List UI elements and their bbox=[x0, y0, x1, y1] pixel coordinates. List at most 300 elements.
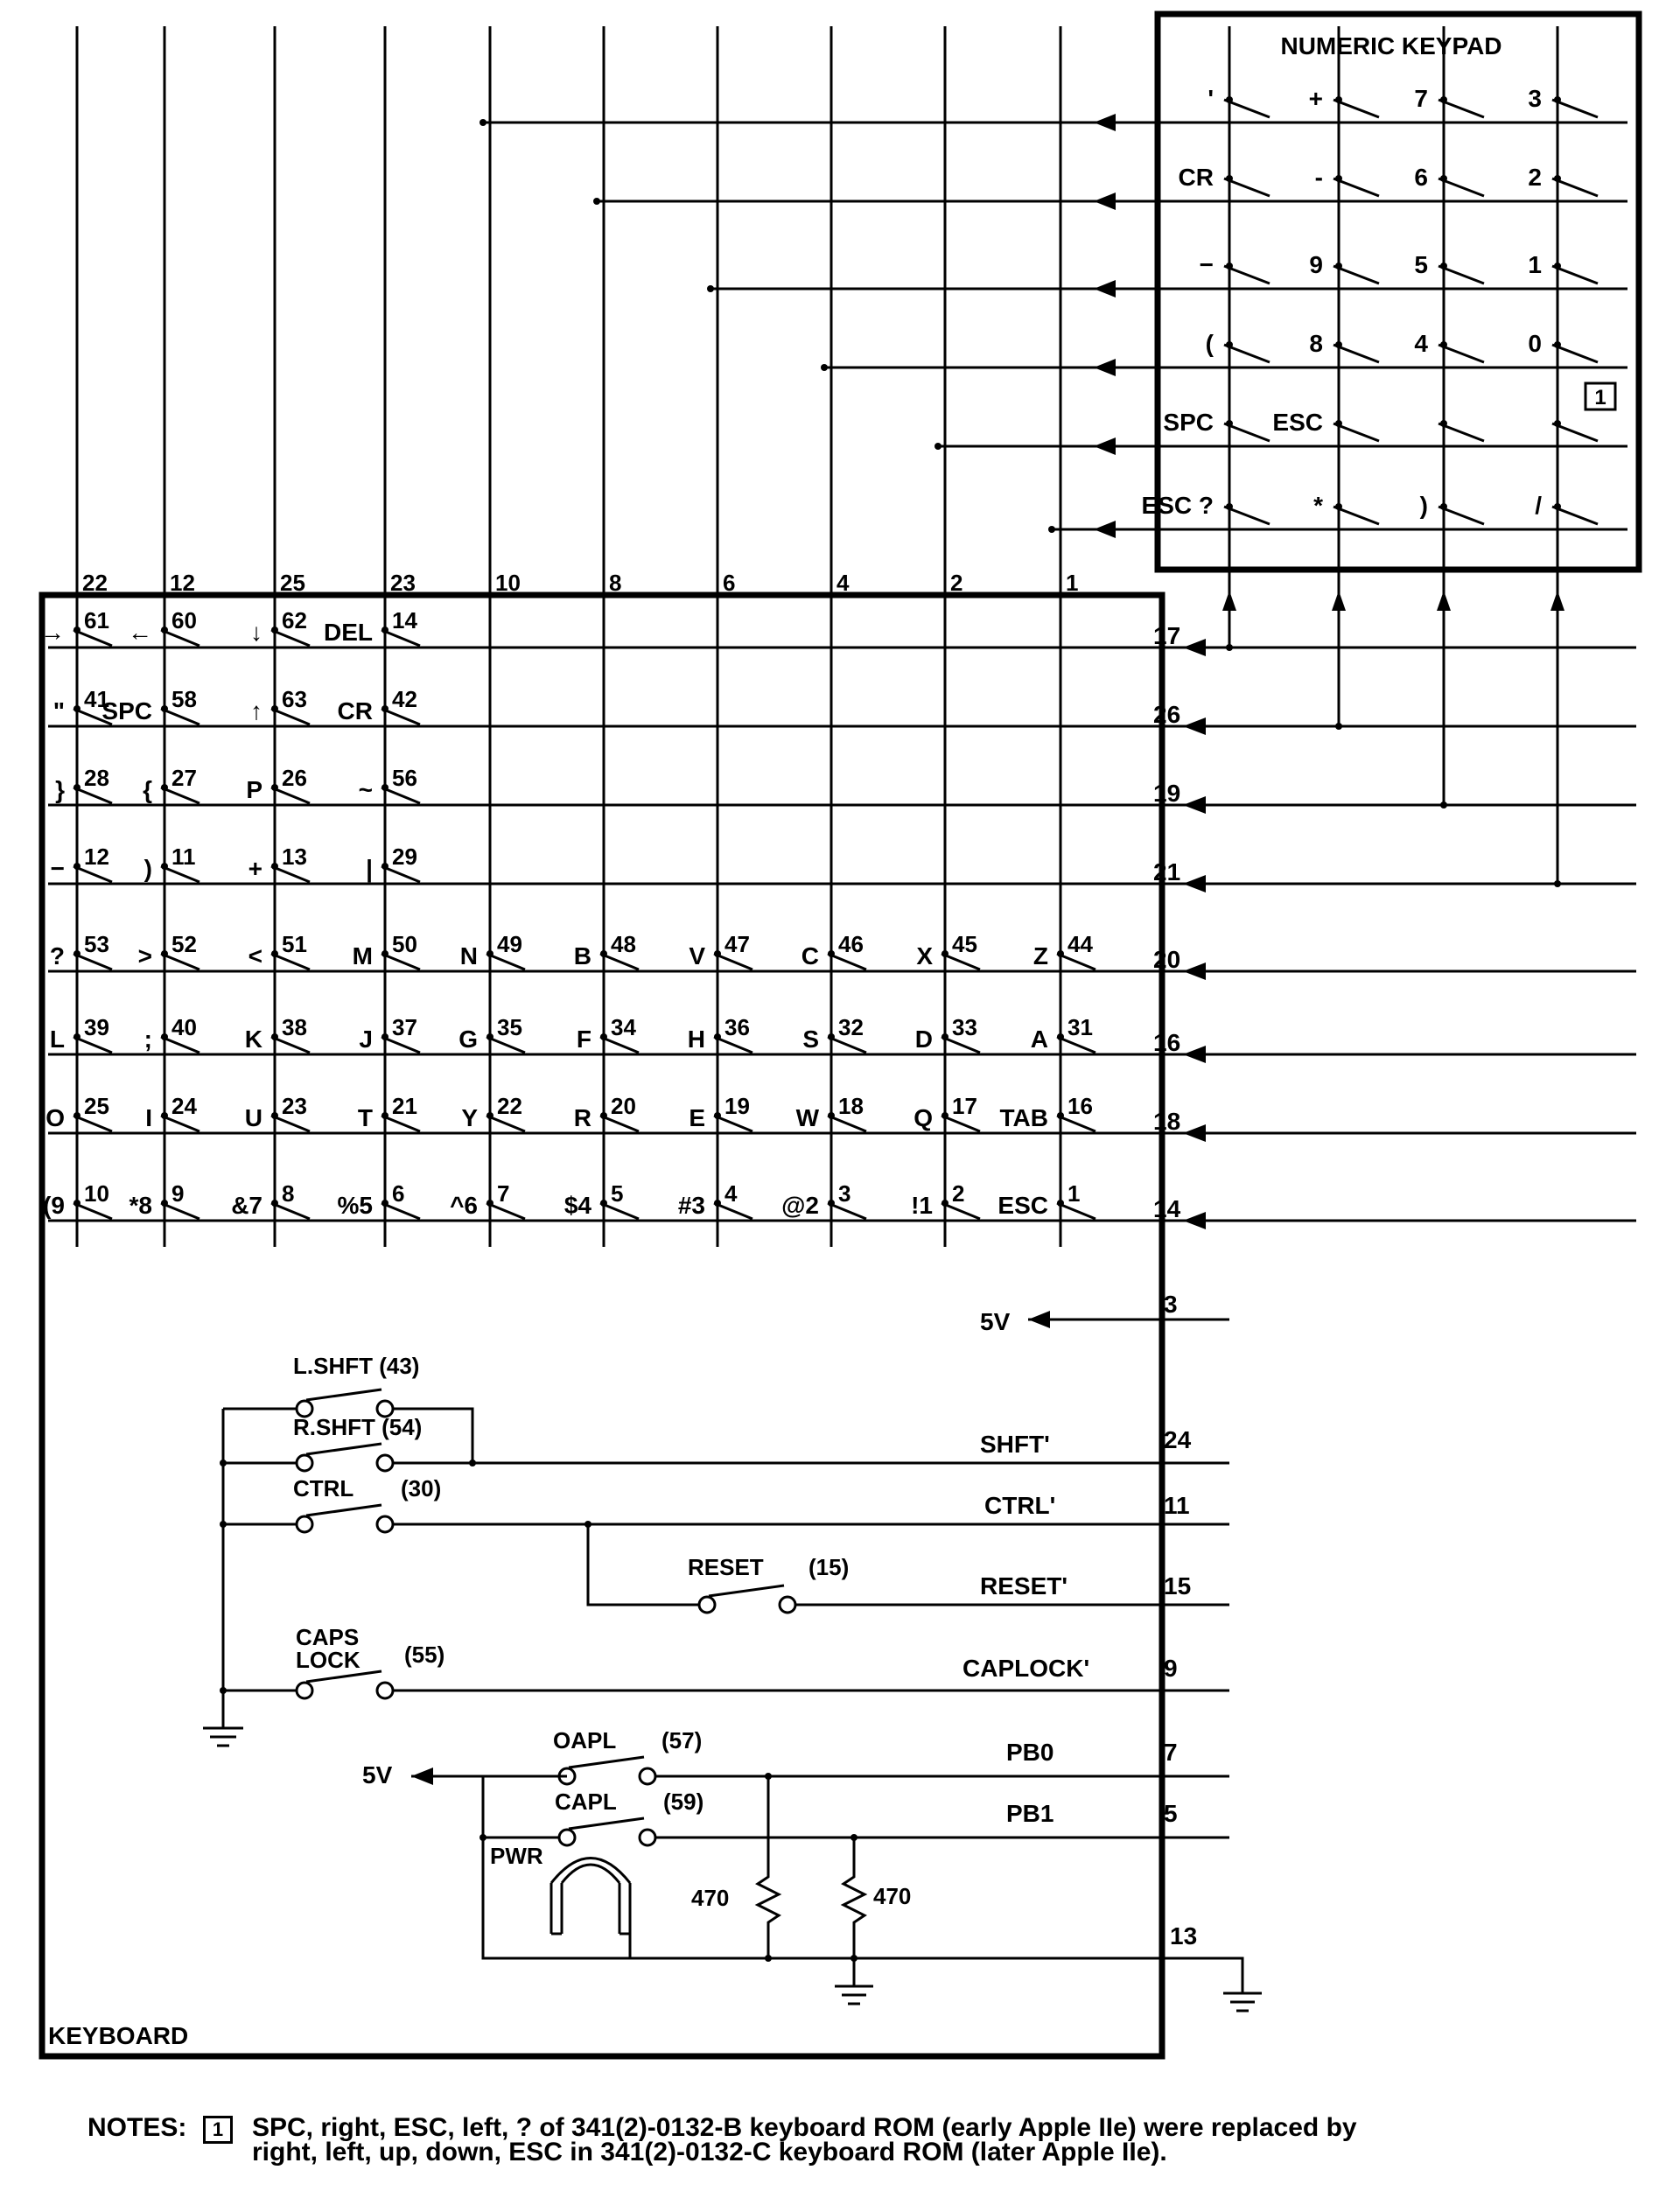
column-number-4: 4 bbox=[836, 570, 850, 596]
key-legend: O bbox=[46, 1104, 65, 1131]
key-legend: !1 bbox=[911, 1192, 933, 1219]
keypad-key-label: ( bbox=[1205, 330, 1214, 357]
keypad-switch-contact bbox=[1440, 341, 1447, 348]
lock-label: LOCK bbox=[296, 1647, 360, 1673]
keyboard-label: KEYBOARD bbox=[48, 2022, 189, 2049]
column-number-25: 25 bbox=[280, 570, 305, 596]
notes-tag: NOTES: bbox=[88, 2113, 187, 2142]
key-switch-contact bbox=[161, 1033, 168, 1040]
keypad-row-arrow bbox=[1094, 114, 1116, 131]
keypad-column-arrow bbox=[1332, 591, 1346, 611]
signal-ctrl-name: CTRL' bbox=[984, 1492, 1056, 1519]
key-number: 7 bbox=[497, 1180, 510, 1207]
row-number-20: 20 bbox=[1153, 946, 1181, 973]
key-switch-contact bbox=[1057, 1112, 1064, 1119]
key-switch-contact bbox=[271, 1200, 278, 1207]
keypad-key-label: CR bbox=[1178, 164, 1214, 191]
signal-reset-pin: 15 bbox=[1164, 1572, 1192, 1600]
keypad-key-label: - bbox=[1314, 164, 1323, 191]
key-switch-contact bbox=[1057, 1200, 1064, 1207]
rshift-label: R.SHFT (54) bbox=[293, 1414, 423, 1440]
key-legend: P bbox=[246, 776, 262, 803]
row-arrow bbox=[1183, 1212, 1206, 1229]
key-legend: } bbox=[55, 776, 65, 803]
column-number-22: 22 bbox=[82, 570, 108, 596]
key-switch-contact bbox=[382, 1200, 388, 1207]
key-switch-contact bbox=[271, 1033, 278, 1040]
key-number: 20 bbox=[611, 1093, 636, 1119]
signal-pb1-pin: 5 bbox=[1164, 1800, 1178, 1827]
key-legend: W bbox=[795, 1104, 819, 1131]
key-number: 60 bbox=[172, 607, 197, 634]
ctrl-label: CTRL bbox=[293, 1475, 354, 1502]
labels bbox=[40, 85, 1542, 1222]
key-legend: { bbox=[143, 776, 152, 803]
lshift-label: L.SHFT (43) bbox=[293, 1353, 420, 1379]
keypad-column-junction bbox=[1440, 802, 1447, 808]
key-number: 12 bbox=[84, 844, 109, 870]
key-switch-contact bbox=[714, 1200, 721, 1207]
pwr-label: PWR bbox=[490, 1843, 543, 1869]
keypad-switch-contact bbox=[1226, 96, 1233, 103]
row-arrow bbox=[1183, 875, 1206, 892]
column-number-10: 10 bbox=[495, 570, 521, 596]
key-number: 51 bbox=[282, 931, 307, 957]
keypad-switch-contact bbox=[1440, 96, 1447, 103]
signal-shft-pin: 24 bbox=[1164, 1426, 1192, 1453]
row-arrow bbox=[1183, 962, 1206, 980]
row-arrow bbox=[1183, 639, 1206, 656]
keypad-column-junction bbox=[1554, 880, 1561, 887]
key-switch-contact bbox=[161, 705, 168, 712]
key-number: 16 bbox=[1068, 1093, 1093, 1119]
power-label: 5V bbox=[980, 1308, 1011, 1335]
row-number-14: 14 bbox=[1153, 1195, 1181, 1222]
key-switch-contact bbox=[161, 626, 168, 634]
row-number-18: 18 bbox=[1153, 1108, 1181, 1135]
capl-label: CAPL bbox=[555, 1788, 617, 1815]
notes-marker: 1 bbox=[203, 2116, 233, 2144]
row-arrow bbox=[1183, 718, 1206, 735]
keypad-junction bbox=[1048, 526, 1055, 533]
signal-pb1-name: PB1 bbox=[1006, 1800, 1054, 1827]
key-switch-contact bbox=[1057, 1033, 1064, 1040]
keypad-note-marker: 1 bbox=[1594, 386, 1606, 410]
key-legend: *8 bbox=[129, 1192, 152, 1219]
keypad-switch-contact bbox=[1226, 175, 1233, 182]
keypad-key-label: 3 bbox=[1528, 85, 1542, 112]
key-legend: T bbox=[357, 1104, 373, 1131]
key-legend: J bbox=[359, 1026, 373, 1053]
keypad-switch-contact bbox=[1554, 420, 1561, 427]
ground-pin: 13 bbox=[1170, 1922, 1198, 1950]
keypad-key-label: 6 bbox=[1414, 164, 1428, 191]
keypad-key-label: / bbox=[1535, 492, 1542, 519]
keypad-key-label: ESC bbox=[1272, 409, 1323, 436]
reset-label: RESET bbox=[688, 1554, 764, 1580]
key-legend: C bbox=[801, 942, 819, 970]
key-number: 9 bbox=[172, 1180, 185, 1207]
signal-caplock-pin: 9 bbox=[1164, 1655, 1178, 1682]
key-switch-contact bbox=[486, 1200, 494, 1207]
signal-caplock-name: CAPLOCK' bbox=[962, 1655, 1090, 1682]
column-number-6: 6 bbox=[723, 570, 736, 596]
key-legend: Q bbox=[914, 1104, 933, 1131]
key-number: 58 bbox=[172, 686, 197, 712]
row-number-21: 21 bbox=[1153, 858, 1181, 886]
key-number: 53 bbox=[84, 931, 109, 957]
key-legend: E bbox=[689, 1104, 705, 1131]
key-number: 22 bbox=[497, 1093, 522, 1119]
keypad-key-label: ) bbox=[1419, 492, 1428, 519]
key-number: 44 bbox=[1068, 931, 1093, 957]
key-switch-contact bbox=[271, 784, 278, 791]
key-number: 42 bbox=[392, 686, 417, 712]
keypad-row-arrow bbox=[1094, 521, 1116, 538]
key-switch-contact bbox=[382, 626, 388, 634]
keypad-key-label: 4 bbox=[1414, 330, 1428, 357]
key-switch-contact bbox=[828, 1033, 835, 1040]
key-number: 39 bbox=[84, 1014, 109, 1040]
keypad-key-label: 8 bbox=[1309, 330, 1323, 357]
key-number: 28 bbox=[84, 765, 109, 791]
key-legend: < bbox=[248, 942, 262, 970]
power-pin: 3 bbox=[1164, 1291, 1178, 1318]
key-legend: ↓ bbox=[250, 619, 262, 646]
key-switch-contact bbox=[161, 863, 168, 870]
key-switch-contact bbox=[714, 950, 721, 957]
key-switch-contact bbox=[828, 950, 835, 957]
keypad-switch-contact bbox=[1554, 341, 1561, 348]
key-number: 41 bbox=[84, 686, 109, 712]
notes-text: SPC, right, ESC, left, ? of 341(2)-0132-B keyboard ROM (early Apple IIe) were replaced by right, left, up, down, ESC in 341(2)-0132-C keyboard ROM (later Apple IIe). bbox=[252, 2113, 1357, 2166]
key-number: 50 bbox=[392, 931, 417, 957]
key-switch-contact bbox=[942, 1112, 948, 1119]
key-switch-contact bbox=[486, 1112, 494, 1119]
key-number: 45 bbox=[952, 931, 977, 957]
key-switch-contact bbox=[828, 1112, 835, 1119]
key-switch-contact bbox=[161, 1112, 168, 1119]
row-arrow bbox=[1183, 1046, 1206, 1063]
key-legend: ↑ bbox=[250, 697, 262, 724]
row-number-17: 17 bbox=[1153, 622, 1181, 649]
key-legend: N bbox=[459, 942, 478, 970]
key-legend: Y bbox=[461, 1104, 478, 1131]
signal-pb0-name: PB0 bbox=[1006, 1739, 1054, 1766]
key-legend: M bbox=[352, 942, 373, 970]
key-switches bbox=[74, 96, 1598, 1219]
keypad-junction bbox=[707, 285, 714, 292]
keypad-title: NUMERIC KEYPAD bbox=[1280, 32, 1502, 60]
key-number: 26 bbox=[282, 765, 307, 791]
key-legend: ESC bbox=[998, 1192, 1048, 1219]
key-legend: Z bbox=[1032, 942, 1048, 970]
keypad-switch-contact bbox=[1440, 175, 1447, 182]
key-legend: B bbox=[573, 942, 592, 970]
keypad-row-arrow bbox=[1094, 192, 1116, 210]
key-switch-contact bbox=[714, 1112, 721, 1119]
keypad-junction bbox=[821, 364, 828, 371]
key-switch-contact bbox=[942, 950, 948, 957]
key-legend: DEL bbox=[324, 619, 373, 646]
column-number-1: 1 bbox=[1066, 570, 1079, 596]
signal-pb0-pin: 7 bbox=[1164, 1739, 1178, 1766]
keypad-key-label: 1 bbox=[1528, 251, 1542, 278]
key-switch-contact bbox=[271, 950, 278, 957]
key-switch-contact bbox=[271, 1112, 278, 1119]
key-legend: #3 bbox=[677, 1192, 705, 1219]
key-legend: V bbox=[689, 942, 705, 970]
key-switch-contact bbox=[271, 863, 278, 870]
keypad-key-label: ESC ? bbox=[1141, 492, 1214, 519]
key-number: 46 bbox=[838, 931, 864, 957]
supply-5v-left: 5V bbox=[362, 1761, 393, 1788]
capl-num: (59) bbox=[663, 1788, 704, 1815]
keypad-switch-contact bbox=[1335, 175, 1342, 182]
key-legend: G bbox=[458, 1026, 478, 1053]
key-legend: I bbox=[145, 1104, 152, 1131]
key-legend: | bbox=[366, 855, 373, 882]
keypad-switch-contact bbox=[1335, 420, 1342, 427]
keypad-switch-contact bbox=[1226, 262, 1233, 270]
key-number: 48 bbox=[611, 931, 636, 957]
key-legend: − bbox=[50, 855, 65, 882]
keypad-key-label: 2 bbox=[1528, 164, 1542, 191]
key-switch-contact bbox=[74, 784, 80, 791]
key-switch-contact bbox=[382, 863, 388, 870]
key-legend: SPC bbox=[102, 697, 152, 724]
key-number: 32 bbox=[838, 1014, 864, 1040]
key-switch-contact bbox=[714, 1033, 721, 1040]
resistor-2-label: 470 bbox=[873, 1883, 912, 1909]
keypad-switch-contact bbox=[1440, 503, 1447, 510]
signal-reset-name: RESET' bbox=[980, 1572, 1068, 1600]
key-legend: F bbox=[576, 1026, 592, 1053]
key-legend: D bbox=[914, 1026, 933, 1053]
key-switch-contact bbox=[486, 1033, 494, 1040]
key-legend: S bbox=[802, 1026, 819, 1053]
key-legend: L bbox=[49, 1026, 65, 1053]
key-switch-contact bbox=[74, 1033, 80, 1040]
keypad-key-label: 0 bbox=[1528, 330, 1542, 357]
row-number-26: 26 bbox=[1153, 701, 1181, 728]
keypad-switch-contact bbox=[1335, 262, 1342, 270]
key-number: 34 bbox=[611, 1014, 636, 1040]
row-arrow bbox=[1183, 1124, 1206, 1142]
keypad-column-junction bbox=[1335, 723, 1342, 730]
keypad-key-label: − bbox=[1199, 251, 1214, 278]
key-number: 38 bbox=[282, 1014, 307, 1040]
key-switch-contact bbox=[74, 863, 80, 870]
keypad-junction bbox=[593, 198, 600, 205]
keypad-key-label: * bbox=[1313, 492, 1323, 519]
keypad-column-arrow bbox=[1222, 591, 1236, 611]
key-number: 3 bbox=[838, 1180, 851, 1207]
oapl-num: (57) bbox=[662, 1727, 703, 1754]
key-switch-contact bbox=[942, 1033, 948, 1040]
key-number: 17 bbox=[952, 1093, 977, 1119]
keypad-switch-contact bbox=[1226, 503, 1233, 510]
key-number: 25 bbox=[84, 1093, 109, 1119]
key-legend: ^6 bbox=[450, 1192, 478, 1219]
key-number: 13 bbox=[282, 844, 307, 870]
keypad-key-label: 9 bbox=[1309, 251, 1323, 278]
key-number: 49 bbox=[497, 931, 522, 957]
column-number-23: 23 bbox=[390, 570, 416, 596]
key-legend: R bbox=[573, 1104, 592, 1131]
keypad-key-label: ' bbox=[1208, 85, 1214, 112]
key-legend: " bbox=[52, 697, 65, 724]
key-number: 40 bbox=[172, 1014, 197, 1040]
key-number: 47 bbox=[724, 931, 750, 957]
key-legend: ) bbox=[144, 855, 152, 882]
key-number: 18 bbox=[838, 1093, 864, 1119]
keypad-column-arrow bbox=[1550, 591, 1564, 611]
key-legend: K bbox=[244, 1026, 262, 1053]
key-legend: A bbox=[1030, 1026, 1048, 1053]
key-legend: %5 bbox=[337, 1192, 373, 1219]
key-switch-contact bbox=[161, 1200, 168, 1207]
row-number-16: 16 bbox=[1153, 1029, 1181, 1056]
key-switch-contact bbox=[942, 1200, 948, 1207]
keypad-column-junction bbox=[1226, 644, 1233, 651]
key-number: 62 bbox=[282, 607, 307, 634]
keypad-row-arrow bbox=[1094, 359, 1116, 376]
keypad-switch-contact bbox=[1554, 262, 1561, 270]
keypad-junction bbox=[934, 443, 942, 450]
column-number-2: 2 bbox=[950, 570, 963, 596]
keypad-row-arrow bbox=[1094, 438, 1116, 455]
keypad-junction bbox=[480, 119, 486, 126]
key-switch-contact bbox=[271, 705, 278, 712]
key-number: 11 bbox=[172, 844, 196, 870]
keypad-key-label: 7 bbox=[1414, 85, 1428, 112]
key-legend: ← bbox=[128, 619, 152, 646]
key-switch-contact bbox=[600, 950, 607, 957]
key-switch-contact bbox=[74, 950, 80, 957]
row-number-19: 19 bbox=[1153, 780, 1181, 807]
key-number: 1 bbox=[1068, 1180, 1081, 1207]
key-legend: (9 bbox=[43, 1192, 65, 1219]
key-legend: TAB bbox=[999, 1104, 1048, 1131]
key-number: 29 bbox=[392, 844, 417, 870]
keypad-switch-contact bbox=[1226, 420, 1233, 427]
oapl-label: OAPL bbox=[553, 1727, 617, 1754]
caps-num: (55) bbox=[404, 1642, 445, 1668]
key-number: 27 bbox=[172, 765, 197, 791]
key-legend: X bbox=[916, 942, 933, 970]
key-number: 8 bbox=[282, 1180, 295, 1207]
key-switch-contact bbox=[382, 950, 388, 957]
caps-label: CAPS bbox=[296, 1624, 360, 1650]
ctrl-num: (30) bbox=[401, 1475, 442, 1502]
key-switch-contact bbox=[382, 705, 388, 712]
reset-num: (15) bbox=[808, 1554, 850, 1580]
key-number: 4 bbox=[724, 1180, 738, 1207]
key-switch-contact bbox=[828, 1200, 835, 1207]
key-switch-contact bbox=[486, 950, 494, 957]
key-switch-contact bbox=[1057, 950, 1064, 957]
key-number: 31 bbox=[1068, 1014, 1093, 1040]
keypad-switch-contact bbox=[1335, 503, 1342, 510]
keypad-key-label: 5 bbox=[1414, 251, 1428, 278]
key-switch-contact bbox=[382, 1033, 388, 1040]
key-switch-contact bbox=[382, 1112, 388, 1119]
row-arrow bbox=[1183, 796, 1206, 814]
column-number-12: 12 bbox=[170, 570, 195, 596]
key-number: 24 bbox=[172, 1093, 197, 1119]
key-number: 33 bbox=[952, 1014, 977, 1040]
keypad-switch-contact bbox=[1554, 175, 1561, 182]
key-number: 23 bbox=[282, 1093, 307, 1119]
key-number: 21 bbox=[392, 1093, 417, 1119]
key-switch-contact bbox=[74, 1112, 80, 1119]
key-legend: @2 bbox=[781, 1192, 819, 1219]
keypad-row-arrow bbox=[1094, 280, 1116, 298]
key-number: 52 bbox=[172, 931, 197, 957]
key-legend: $4 bbox=[564, 1192, 592, 1219]
key-switch-contact bbox=[600, 1112, 607, 1119]
key-switch-contact bbox=[74, 1200, 80, 1207]
keypad-switch-contact bbox=[1335, 96, 1342, 103]
keypad-switch-contact bbox=[1226, 341, 1233, 348]
key-switch-contact bbox=[271, 626, 278, 634]
key-legend: &7 bbox=[231, 1192, 262, 1219]
key-legend: → bbox=[40, 619, 65, 646]
key-switch-contact bbox=[600, 1200, 607, 1207]
key-legend: U bbox=[244, 1104, 262, 1131]
key-switch-contact bbox=[161, 950, 168, 957]
key-switch-contact bbox=[74, 626, 80, 634]
key-legend: ? bbox=[49, 942, 65, 970]
key-switch-contact bbox=[382, 784, 388, 791]
keypad-switch-contact bbox=[1335, 341, 1342, 348]
keypad-key-label: + bbox=[1308, 85, 1323, 112]
keypad-switch-contact bbox=[1554, 503, 1561, 510]
key-number: 35 bbox=[497, 1014, 522, 1040]
key-legend: ; bbox=[144, 1026, 152, 1053]
key-legend: ~ bbox=[358, 776, 373, 803]
key-number: 19 bbox=[724, 1093, 750, 1119]
key-switch-contact bbox=[74, 705, 80, 712]
key-number: 63 bbox=[282, 686, 307, 712]
key-number: 37 bbox=[392, 1014, 417, 1040]
keypad-column-arrow bbox=[1437, 591, 1451, 611]
keypad-switch-contact bbox=[1554, 96, 1561, 103]
keypad-key-label: SPC bbox=[1163, 409, 1214, 436]
key-switch-contact bbox=[161, 784, 168, 791]
key-number: 56 bbox=[392, 765, 417, 791]
keypad-switch-contact bbox=[1440, 420, 1447, 427]
key-number: 10 bbox=[84, 1180, 109, 1207]
resistor-1-label: 470 bbox=[691, 1885, 730, 1911]
key-number: 36 bbox=[724, 1014, 750, 1040]
key-legend: H bbox=[687, 1026, 705, 1053]
key-switch-contact bbox=[600, 1033, 607, 1040]
key-number: 6 bbox=[392, 1180, 405, 1207]
column-number-8: 8 bbox=[609, 570, 622, 596]
keypad-switch-contact bbox=[1440, 262, 1447, 270]
key-number: 61 bbox=[84, 607, 109, 634]
key-legend: + bbox=[248, 855, 262, 882]
key-number: 14 bbox=[392, 607, 417, 634]
key-legend: CR bbox=[337, 697, 373, 724]
signal-ctrl-pin: 11 bbox=[1164, 1492, 1190, 1519]
key-legend: > bbox=[137, 942, 152, 970]
key-number: 5 bbox=[611, 1180, 624, 1207]
key-number: 2 bbox=[952, 1180, 965, 1207]
signal-shft-name: SHFT' bbox=[980, 1431, 1050, 1458]
